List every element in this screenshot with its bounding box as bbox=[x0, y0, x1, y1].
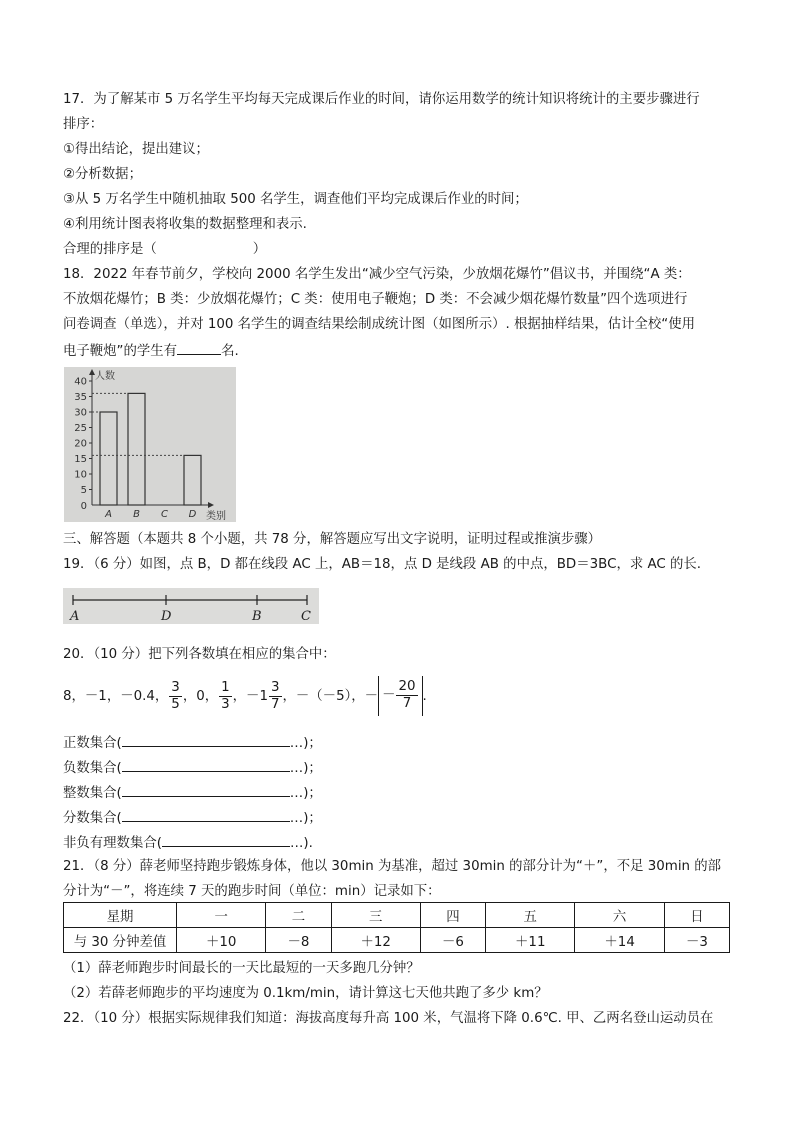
set-positive bbox=[63, 733, 322, 753]
table-cell: 五 bbox=[486, 903, 575, 928]
q21-line2: 分计为“－”，将连续 7 天的跑步时间（单位：min）记录如下： bbox=[63, 884, 441, 899]
table-cell: 二 bbox=[266, 903, 331, 928]
set-label: 正数集合( bbox=[63, 736, 122, 751]
table-cell: ＋14 bbox=[575, 928, 664, 953]
table-cell: ＋11 bbox=[486, 928, 575, 953]
q21-sub-1: （1）薛老师跑步时间最长的一天比最短的一天多跑几分钟？ bbox=[63, 961, 420, 976]
bar-chart-figure bbox=[64, 367, 236, 522]
fraction-20-7-den: 7 bbox=[402, 695, 412, 711]
set-tail: …)； bbox=[289, 811, 322, 826]
x-tick-label-B: B bbox=[133, 509, 140, 520]
fraction-1-3-den: 3 bbox=[221, 696, 230, 712]
y-tick-label: 10 bbox=[74, 469, 87, 481]
table-row bbox=[64, 928, 730, 953]
q20-sep-1: ，0， bbox=[182, 689, 219, 704]
table-cell: －3 bbox=[664, 928, 729, 953]
set-label: 整数集合( bbox=[63, 786, 122, 801]
q18-line1: 18．2022 年春节前夕，学校向 2000 名学生发出“减少空气污染，少放烟花爆竹”倡议书，并围绕“A 类： bbox=[63, 267, 691, 282]
q17-answer-prefix: 合理的排序是（ bbox=[63, 242, 157, 257]
set-blank[interactable] bbox=[162, 833, 290, 847]
x-tick-label-C: C bbox=[161, 509, 168, 520]
y-tick-label: 30 bbox=[74, 407, 87, 419]
set-negative bbox=[63, 758, 322, 778]
table-cell: 一 bbox=[177, 903, 266, 928]
y-tick-label: 5 bbox=[80, 485, 87, 496]
fraction-20-7-num: 20 bbox=[398, 678, 416, 694]
x-axis-arrow bbox=[208, 502, 214, 508]
fraction-3-5 bbox=[169, 680, 182, 713]
table-cell: －6 bbox=[420, 928, 485, 953]
set-tail: …)； bbox=[289, 786, 322, 801]
set-label: 负数集合( bbox=[63, 761, 122, 776]
q19-segment-svg bbox=[63, 588, 319, 624]
set-blank[interactable] bbox=[122, 808, 290, 822]
q19-text: 19．（6 分）如图，点 B，D 都在线段 AC 上，AB＝18，点 D 是线段 AB 的中点，BD＝3BC，求 AC 的长. bbox=[63, 557, 702, 572]
table-cell: ＋12 bbox=[331, 928, 420, 953]
y-axis-title: 人数 bbox=[95, 371, 115, 382]
table-header-row bbox=[64, 903, 730, 928]
origin-label: 0 bbox=[80, 501, 87, 512]
fraction-3-7-num: 3 bbox=[270, 679, 280, 695]
fraction-3-7-den: 7 bbox=[270, 696, 280, 712]
q18-line4-suffix: 名. bbox=[221, 344, 239, 359]
bar-chart-svg bbox=[64, 367, 236, 522]
q17-option-2: ②分析数据； bbox=[63, 167, 142, 182]
set-label: 分数集合( bbox=[63, 811, 122, 826]
q20-numbers-start: 8，－1，－0.4， bbox=[63, 689, 169, 704]
table-cell: 四 bbox=[420, 903, 485, 928]
q18-answer-blank[interactable] bbox=[177, 341, 221, 355]
q18-line4-prefix: 电子鞭炮”的学生有 bbox=[63, 344, 178, 359]
table-cell: 与 30 分钟差值 bbox=[64, 928, 177, 953]
x-axis-title: 类别 bbox=[206, 511, 226, 522]
q19-segment-figure bbox=[63, 588, 319, 624]
q18-line3: 问卷调查（单选），并对 100 名学生的调查结果绘制成统计图（如图所示）. 根据抽样结果，估计全校“使用 bbox=[63, 317, 696, 332]
q22-line1: 22．（10 分）根据实际规律我们知道：海拔高度每升高 100 米，气温将下降 0.6℃. 甲、乙两名登山运动员在 bbox=[63, 1011, 714, 1026]
fraction-20-7 bbox=[396, 679, 417, 712]
x-tick-label-A: A bbox=[105, 509, 112, 520]
set-blank[interactable] bbox=[122, 758, 290, 772]
fraction-3-5-num: 3 bbox=[171, 679, 180, 695]
point-d-label: D bbox=[161, 609, 172, 624]
abs-inner-minus: － bbox=[382, 688, 396, 703]
table-cell: 星期 bbox=[64, 903, 177, 928]
q18-line4 bbox=[63, 341, 239, 361]
table-cell: 三 bbox=[331, 903, 420, 928]
y-tick-label: 15 bbox=[74, 454, 87, 465]
set-label: 非负有理数集合( bbox=[63, 836, 162, 851]
q20-end: . bbox=[422, 689, 427, 704]
fraction-3-7 bbox=[269, 680, 282, 713]
y-tick-label: 25 bbox=[74, 423, 87, 434]
table-cell: －8 bbox=[266, 928, 331, 953]
section-3-heading: 三、解答题（本题共 8 个小题，共 78 分，解答题应写出文字说明，证明过程或推演步骤） bbox=[63, 532, 602, 547]
set-tail: …). bbox=[289, 836, 313, 851]
q17-stem-line2: 排序： bbox=[63, 117, 104, 132]
set-blank[interactable] bbox=[122, 733, 290, 747]
point-b-label: B bbox=[252, 609, 262, 624]
y-tick-label: 40 bbox=[74, 376, 87, 388]
fraction-3-5-den: 5 bbox=[171, 696, 180, 712]
y-tick-label: 20 bbox=[74, 438, 87, 450]
running-table bbox=[63, 902, 730, 953]
q17-option-1: ①得出结论，提出建议； bbox=[63, 142, 209, 157]
q20-number-list bbox=[63, 676, 427, 717]
q20-sep-3: ，－（－5），－ bbox=[282, 689, 379, 704]
point-c-label: C bbox=[301, 609, 311, 624]
set-blank[interactable] bbox=[122, 783, 290, 797]
bar-A bbox=[100, 412, 117, 505]
fraction-1-3-num: 1 bbox=[221, 679, 230, 695]
q20-sep-2: ，－1 bbox=[232, 689, 268, 704]
table-cell: 日 bbox=[664, 903, 729, 928]
x-tick-label-D: D bbox=[188, 509, 197, 520]
q17-answer-line bbox=[63, 241, 266, 259]
absolute-value-bars bbox=[378, 676, 422, 716]
set-tail: …)； bbox=[289, 761, 322, 776]
table-cell: ＋10 bbox=[177, 928, 266, 953]
q18-line2: 不放烟花爆竹；B 类：少放烟花爆竹；C 类：使用电子鞭炮；D 类：不会减少烟花爆竹数量”四个选项进行 bbox=[63, 292, 688, 307]
q21-sub-2: （2）若薛老师跑步的平均速度为 0.1km/min，请计算这七天他共跑了多少 km？ bbox=[63, 986, 548, 1001]
q17-answer-suffix: ） bbox=[252, 242, 267, 257]
set-fraction bbox=[63, 808, 322, 828]
q17-option-4: ④利用统计图表将收集的数据整理和表示. bbox=[63, 217, 307, 232]
point-a-label: A bbox=[70, 609, 80, 624]
set-tail: …)； bbox=[289, 736, 322, 751]
table-cell: 六 bbox=[575, 903, 664, 928]
q17-option-3: ③从 5 万名学生中随机抽取 500 名学生，调查他们平均完成课后作业的时间； bbox=[63, 192, 528, 207]
set-non-negative-rational bbox=[63, 833, 313, 853]
bar-B bbox=[128, 393, 145, 505]
bar-D bbox=[184, 455, 201, 505]
q20-stem: 20．（10 分）把下列各数填在相应的集合中： bbox=[63, 647, 336, 662]
q21-line1: 21．（8 分）薛老师坚持跑步锻炼身体，他以 30min 为基准，超过 30min 的部分计为“＋”，不足 30min 的部 bbox=[63, 859, 722, 874]
y-tick-label: 35 bbox=[74, 392, 87, 403]
q17-stem-line1: 17．为了解某市 5 万名学生平均每天完成课后作业的时间，请你运用数学的统计知识将统计的主要步骤进行 bbox=[63, 92, 700, 107]
set-integer bbox=[63, 783, 322, 803]
fraction-1-3 bbox=[219, 680, 232, 713]
